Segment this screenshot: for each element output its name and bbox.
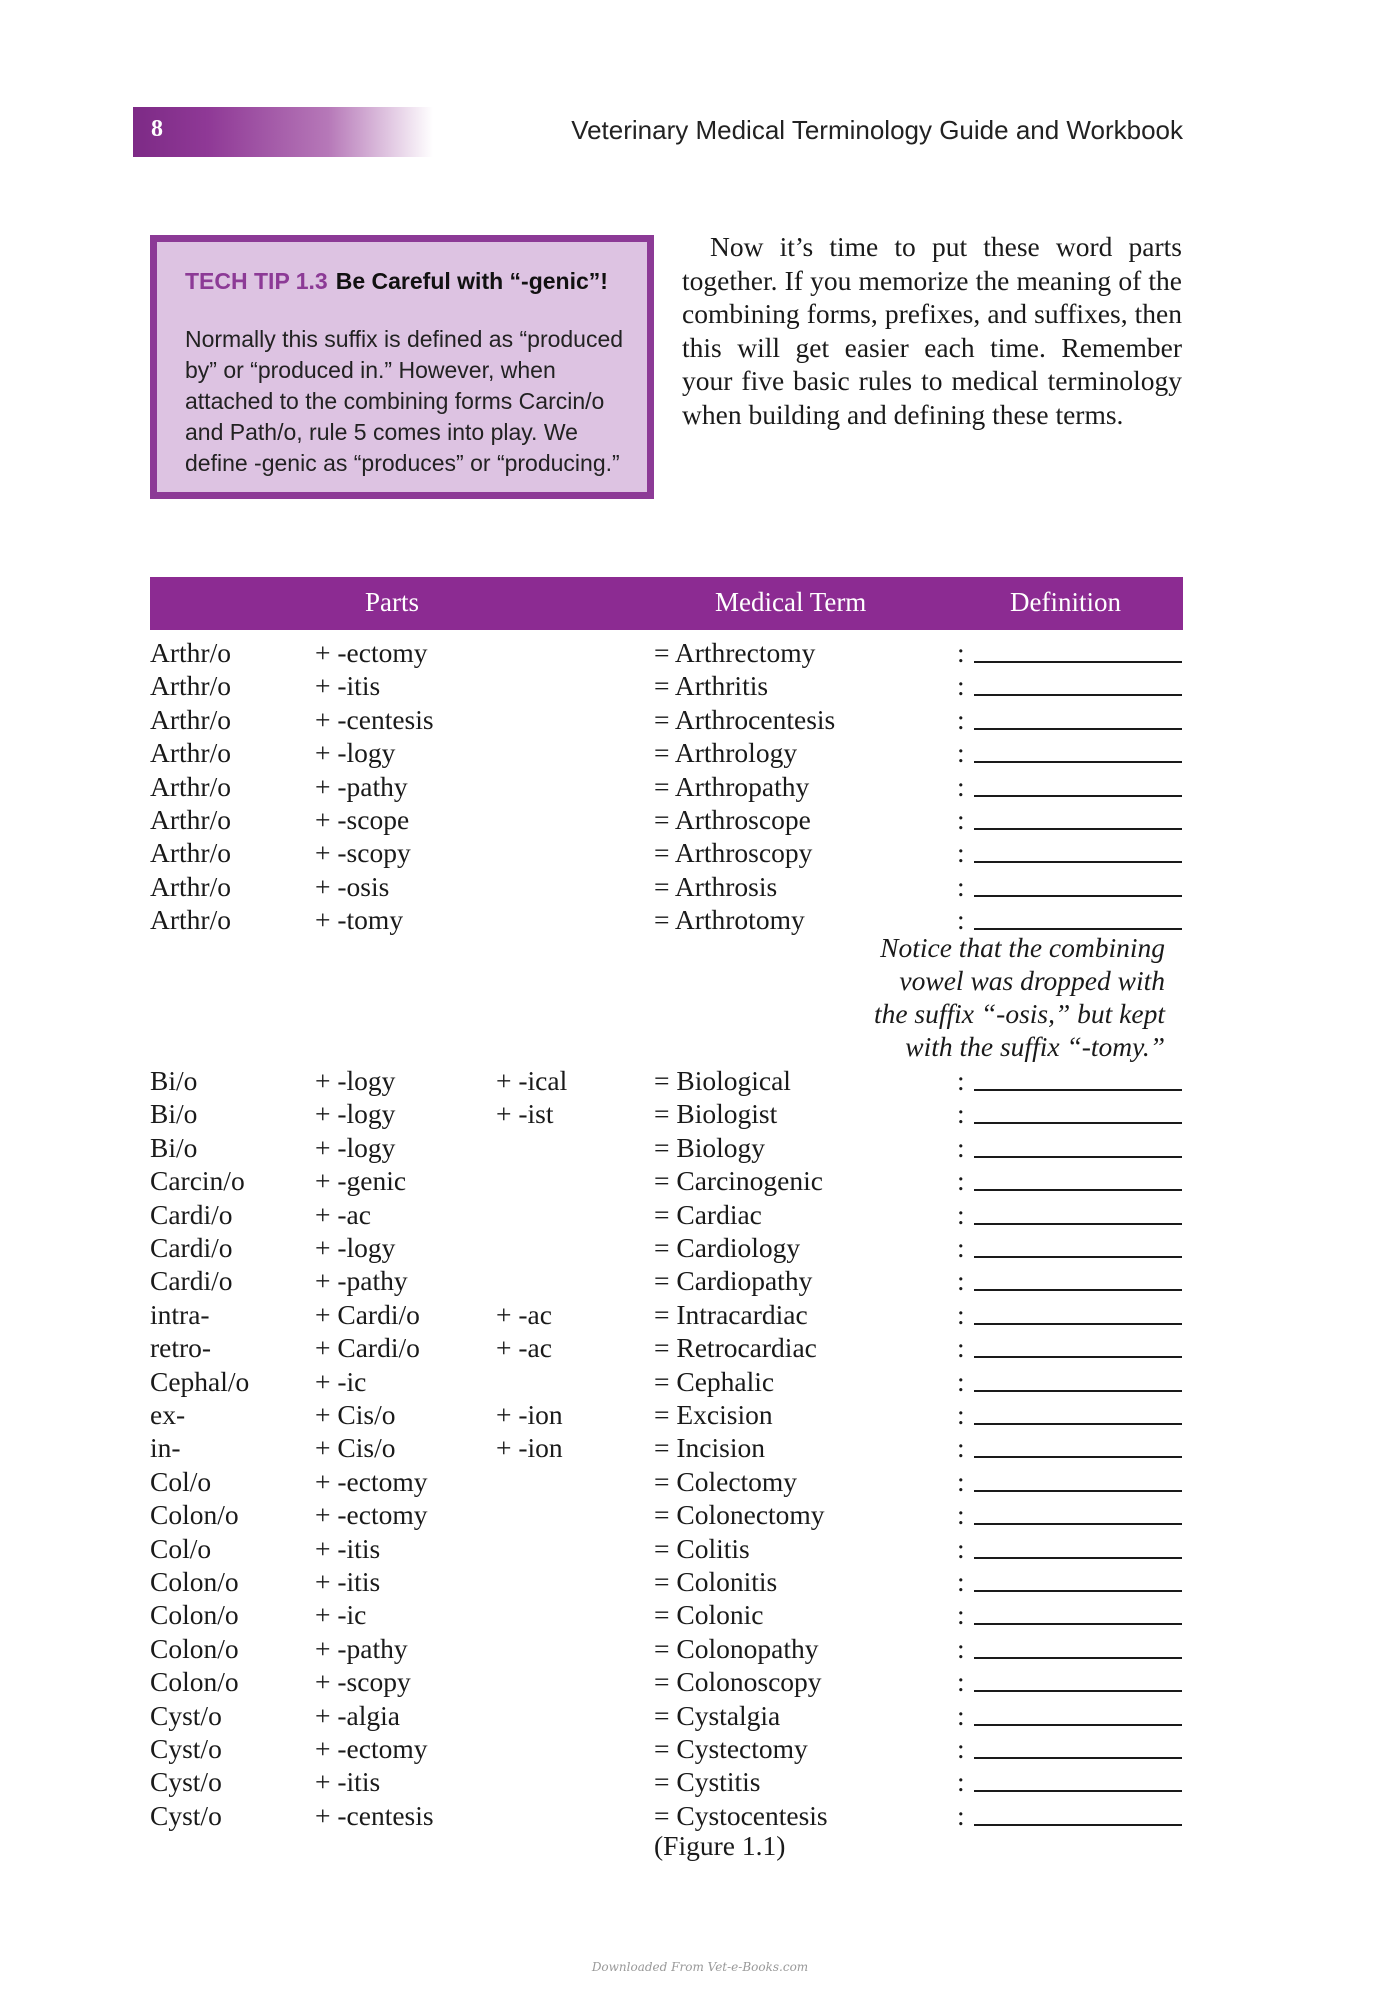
part-2: + Cardi/o <box>315 1332 420 1364</box>
definition-cell <box>957 1365 1182 1398</box>
book-title: Veterinary Medical Terminology Guide and Workbook <box>571 115 1183 145</box>
part-1: in- <box>150 1432 181 1464</box>
note-line: with the suffix “-tomy.” <box>905 1031 1165 1062</box>
medical-term: = Colonopathy <box>654 1632 819 1664</box>
definition-blank-line[interactable] <box>974 1323 1182 1325</box>
definition-cell <box>957 1665 1182 1698</box>
definition-colon: : <box>957 1799 965 1831</box>
definition-cell <box>957 1632 1182 1665</box>
medical-term: = Cardiopathy <box>654 1265 813 1297</box>
definition-colon: : <box>957 1065 965 1096</box>
definition-colon: : <box>957 1131 965 1163</box>
definition-cell <box>957 1131 1182 1164</box>
part-1: Bi/o <box>150 1131 198 1163</box>
figure-reference: (Figure 1.1) <box>654 1830 786 1861</box>
definition-colon: : <box>957 837 965 869</box>
definition-colon: : <box>957 1699 965 1731</box>
definition-cell <box>957 1431 1182 1464</box>
tech-tip-label: TECH TIP 1.3 <box>185 268 328 294</box>
part-1: Bi/o <box>150 1065 198 1096</box>
medical-term: = Biology <box>654 1131 766 1163</box>
part-1: retro- <box>150 1332 212 1364</box>
part-2: + -tomy <box>315 904 404 936</box>
definition-colon: : <box>957 1465 965 1497</box>
tech-tip-box <box>150 235 654 499</box>
definition-colon: : <box>957 1165 965 1197</box>
medical-term: = Retrocardiac <box>654 1332 817 1364</box>
part-2: + -ectomy <box>315 1733 428 1764</box>
part-1: Arthr/o <box>150 770 231 802</box>
part-1: Cyst/o <box>150 1766 222 1798</box>
part-2: + -ic <box>315 1365 367 1397</box>
part-2: + -logy <box>315 1131 396 1163</box>
part-1: Colon/o <box>150 1599 239 1631</box>
table-header <box>150 577 1183 630</box>
definition-colon: : <box>957 737 965 769</box>
table-row <box>0 836 1400 869</box>
medical-term: = Cystitis <box>654 1766 761 1798</box>
table-row <box>0 1665 1400 1698</box>
medical-term: = Cystocentesis <box>654 1799 828 1831</box>
table-row <box>0 1699 1400 1732</box>
medical-term: = Arthritis <box>654 670 769 702</box>
definition-colon: : <box>957 1265 965 1297</box>
table-row <box>0 1598 1400 1631</box>
definition-cell <box>957 703 1182 736</box>
part-1: Cardi/o <box>150 1198 233 1230</box>
definition-cell <box>957 1064 1182 1097</box>
definition-colon: : <box>957 1499 965 1531</box>
part-2: + -itis <box>315 1766 381 1798</box>
definition-cell <box>957 1198 1182 1231</box>
part-2: + -ac <box>315 1198 371 1230</box>
definition-blank-line[interactable] <box>974 1223 1182 1225</box>
definition-blank-line[interactable] <box>974 895 1182 897</box>
part-2: + -ectomy <box>315 637 428 668</box>
medical-term: = Arthrosis <box>654 870 778 902</box>
part-3: + -ical <box>496 1065 568 1096</box>
definition-blank-line[interactable] <box>974 1623 1182 1625</box>
medical-term: = Colonoscopy <box>654 1666 822 1698</box>
combining-vowel-note <box>830 931 1165 1063</box>
definition-blank-line[interactable] <box>974 1189 1182 1191</box>
definition-colon: : <box>957 1566 965 1597</box>
table-row <box>0 1231 1400 1264</box>
medical-term: = Colonectomy <box>654 1499 825 1531</box>
part-3: + -ist <box>496 1098 554 1130</box>
definition-colon: : <box>957 637 965 668</box>
table-row <box>0 669 1400 702</box>
table-row <box>0 1632 1400 1665</box>
part-2: + -scopy <box>315 837 411 869</box>
definition-colon: : <box>957 1766 965 1798</box>
part-1: Colon/o <box>150 1632 239 1664</box>
part-1: Colon/o <box>150 1499 239 1531</box>
definition-cell <box>957 1532 1182 1565</box>
table-row <box>0 1565 1400 1598</box>
part-1: Carcin/o <box>150 1165 245 1197</box>
note-line: vowel was dropped with <box>899 965 1165 996</box>
part-2: + -centesis <box>315 1799 434 1831</box>
medical-term: = Arthrectomy <box>654 637 816 668</box>
medical-term: = Arthropathy <box>654 770 810 802</box>
part-1: ex- <box>150 1399 186 1430</box>
medical-term: = Cephalic <box>654 1365 775 1397</box>
header-definition: Definition <box>1010 587 1121 617</box>
definition-blank-line[interactable] <box>974 1824 1182 1826</box>
page-number-tab <box>133 107 433 157</box>
definition-cell <box>957 669 1182 702</box>
table-row <box>0 1431 1400 1464</box>
definition-blank-line[interactable] <box>974 1423 1182 1425</box>
definition-blank-line[interactable] <box>974 1690 1182 1692</box>
part-1: Arthr/o <box>150 870 231 902</box>
table-row <box>0 636 1400 669</box>
definition-colon: : <box>957 1632 965 1664</box>
definition-colon: : <box>957 1532 965 1564</box>
note-line: the suffix “-osis,” but kept <box>873 998 1165 1029</box>
definition-blank-line[interactable] <box>974 1757 1182 1759</box>
definition-blank-line[interactable] <box>974 1356 1182 1358</box>
definition-blank-line[interactable] <box>974 1089 1182 1091</box>
medical-term: = Cardiac <box>654 1198 762 1230</box>
header-medical-term: Medical Term <box>715 587 867 617</box>
definition-cell <box>957 1732 1182 1765</box>
part-2: + -pathy <box>315 770 408 802</box>
definition-colon: : <box>957 870 965 902</box>
table-row <box>0 736 1400 769</box>
part-2: + -itis <box>315 670 381 702</box>
part-1: Arthr/o <box>150 837 231 869</box>
part-2: + -itis <box>315 1532 381 1564</box>
definition-cell <box>957 1164 1182 1197</box>
part-3: + -ion <box>496 1399 563 1430</box>
definition-colon: : <box>957 1432 965 1464</box>
definition-colon: : <box>957 1733 965 1764</box>
definition-cell <box>957 1565 1182 1598</box>
medical-term: = Colonic <box>654 1599 764 1631</box>
definition-blank-line[interactable] <box>974 828 1182 830</box>
definition-colon: : <box>957 670 965 702</box>
definition-cell <box>957 836 1182 869</box>
part-2: + -ectomy <box>315 1499 428 1531</box>
definition-cell <box>957 803 1182 836</box>
medical-term: = Cystectomy <box>654 1733 808 1764</box>
part-1: Cardi/o <box>150 1232 233 1263</box>
definition-cell <box>957 1498 1182 1531</box>
medical-term: = Cardiology <box>654 1232 801 1263</box>
part-2: + Cardi/o <box>315 1298 420 1330</box>
part-2: + -algia <box>315 1699 400 1731</box>
medical-term: = Arthroscope <box>654 804 811 835</box>
part-1: Arthr/o <box>150 637 231 668</box>
definition-cell <box>957 1465 1182 1498</box>
definition-colon: : <box>957 1332 965 1364</box>
definition-colon: : <box>957 904 965 936</box>
definition-blank-line[interactable] <box>974 1724 1182 1726</box>
page-number: 8 <box>151 116 163 142</box>
definition-colon: : <box>957 1098 965 1130</box>
definition-cell <box>957 1231 1182 1264</box>
definition-blank-line[interactable] <box>974 1657 1182 1659</box>
definition-cell <box>957 1799 1182 1832</box>
definition-cell <box>957 1699 1182 1732</box>
table-row <box>0 1164 1400 1197</box>
intro-paragraph: Now it’s time to put these word parts together. If you memorize the meaning of the combining forms, prefixes, and suffixes, then this will get easier each time. Remember your five basic rules to medical terminology when building and defining these terms. <box>682 231 1182 430</box>
definition-cell <box>957 770 1182 803</box>
definition-blank-line[interactable] <box>974 1456 1182 1458</box>
part-2: + -itis <box>315 1566 381 1597</box>
page-header <box>133 107 1183 157</box>
medical-term: = Biologist <box>654 1098 778 1130</box>
part-2: + -osis <box>315 870 390 902</box>
part-2: + -ic <box>315 1599 367 1631</box>
definition-cell <box>957 1331 1182 1364</box>
medical-term: = Excision <box>654 1399 773 1430</box>
definition-colon: : <box>957 1232 965 1263</box>
part-1: Bi/o <box>150 1098 198 1130</box>
definition-colon: : <box>957 1666 965 1698</box>
part-1: intra- <box>150 1298 210 1330</box>
table-row <box>0 1765 1400 1798</box>
table-row <box>0 703 1400 736</box>
part-2: + -pathy <box>315 1632 408 1664</box>
definition-colon: : <box>957 703 965 735</box>
part-2: + -genic <box>315 1165 407 1197</box>
medical-term: = Intracardiac <box>654 1298 808 1330</box>
definition-blank-line[interactable] <box>974 1390 1182 1392</box>
definition-blank-line[interactable] <box>974 1523 1182 1525</box>
definition-cell <box>957 1298 1182 1331</box>
part-1: Arthr/o <box>150 904 231 936</box>
definition-colon: : <box>957 804 965 835</box>
tech-tip-heading <box>185 268 608 295</box>
table-row <box>0 1131 1400 1164</box>
medical-term: = Arthrocentesis <box>654 703 836 735</box>
table-row <box>0 1365 1400 1398</box>
part-2: + -logy <box>315 737 396 769</box>
table-row <box>0 1264 1400 1297</box>
part-1: Cyst/o <box>150 1733 222 1764</box>
part-1: Arthr/o <box>150 670 231 702</box>
part-1: Cephal/o <box>150 1365 250 1397</box>
part-1: Arthr/o <box>150 737 231 769</box>
definition-cell <box>957 636 1182 669</box>
definition-colon: : <box>957 770 965 802</box>
medical-term: = Colitis <box>654 1532 750 1564</box>
table-row <box>0 1532 1400 1565</box>
table-row <box>0 1799 1400 1832</box>
tech-tip-body: Normally this suffix is defined as “produced by” or “produced in.” However, when attached to the combining forms Carcin/o and Path/o, rule 5 comes into play. We define -genic as “produces” or “producing.” <box>185 326 624 476</box>
header-parts: Parts <box>365 587 419 617</box>
table-row <box>0 1097 1400 1130</box>
table-row <box>0 903 1400 936</box>
download-footer: Downloaded From Vet-e-Books.com <box>591 1960 809 1974</box>
table-row <box>0 1398 1400 1431</box>
table-row <box>0 770 1400 803</box>
definition-blank-line[interactable] <box>974 1256 1182 1258</box>
part-1: Colon/o <box>150 1666 239 1698</box>
part-1: Colon/o <box>150 1566 239 1597</box>
definition-blank-line[interactable] <box>974 728 1182 730</box>
medical-term: = Arthrology <box>654 737 798 769</box>
part-1: Col/o <box>150 1465 212 1497</box>
table-row <box>0 870 1400 903</box>
table-row <box>0 1298 1400 1331</box>
definition-blank-line[interactable] <box>974 661 1182 663</box>
medical-term: = Colonitis <box>654 1566 778 1597</box>
definition-colon: : <box>957 1399 965 1430</box>
medical-term: = Carcinogenic <box>654 1165 823 1197</box>
table-row <box>0 1498 1400 1531</box>
part-1: Arthr/o <box>150 804 231 835</box>
definition-blank-line[interactable] <box>974 1490 1182 1492</box>
definition-cell <box>957 1398 1182 1431</box>
definition-cell <box>957 1097 1182 1130</box>
definition-blank-line[interactable] <box>974 1790 1182 1792</box>
definition-cell <box>957 1264 1182 1297</box>
table-row <box>0 1064 1400 1097</box>
medical-term: = Biological <box>654 1065 791 1096</box>
part-3: + -ac <box>496 1332 552 1364</box>
medical-term: = Colectomy <box>654 1465 798 1497</box>
part-1: Col/o <box>150 1532 212 1564</box>
medical-term: = Incision <box>654 1432 765 1464</box>
table-row <box>0 1732 1400 1765</box>
definition-cell <box>957 870 1182 903</box>
tech-tip-title: Be Careful with “-genic”! <box>335 268 608 294</box>
definition-blank-line[interactable] <box>974 761 1182 763</box>
table-row <box>0 1198 1400 1231</box>
definition-cell <box>957 736 1182 769</box>
definition-blank-line[interactable] <box>974 694 1182 696</box>
table-row <box>0 803 1400 836</box>
definition-blank-line[interactable] <box>974 1289 1182 1291</box>
part-2: + -pathy <box>315 1265 408 1297</box>
part-2: + Cis/o <box>315 1432 396 1464</box>
table-row <box>0 1331 1400 1364</box>
definition-blank-line[interactable] <box>974 1122 1182 1124</box>
note-line: Notice that the combining <box>880 932 1165 963</box>
table-row <box>0 1465 1400 1498</box>
definition-blank-line[interactable] <box>974 1156 1182 1158</box>
medical-term: = Arthrotomy <box>654 904 805 936</box>
definition-cell <box>957 1765 1182 1798</box>
definition-colon: : <box>957 1599 965 1631</box>
definition-blank-line[interactable] <box>974 1557 1182 1559</box>
definition-colon: : <box>957 1365 965 1397</box>
medical-term: = Arthroscopy <box>654 837 813 869</box>
part-2: + -scope <box>315 804 410 835</box>
definition-blank-line[interactable] <box>974 1590 1182 1592</box>
part-2: + -ectomy <box>315 1465 428 1497</box>
part-3: + -ion <box>496 1432 563 1464</box>
part-1: Cyst/o <box>150 1699 222 1731</box>
part-3: + -ac <box>496 1298 552 1330</box>
part-2: + -scopy <box>315 1666 411 1698</box>
part-2: + -logy <box>315 1232 396 1263</box>
definition-blank-line[interactable] <box>974 861 1182 863</box>
part-2: + -logy <box>315 1065 396 1096</box>
part-1: Cyst/o <box>150 1799 222 1831</box>
part-2: + Cis/o <box>315 1399 396 1430</box>
definition-blank-line[interactable] <box>974 928 1182 930</box>
part-1: Cardi/o <box>150 1265 233 1297</box>
part-1: Arthr/o <box>150 703 231 735</box>
definition-blank-line[interactable] <box>974 795 1182 797</box>
definition-colon: : <box>957 1298 965 1330</box>
part-2: + -centesis <box>315 703 434 735</box>
part-2: + -logy <box>315 1098 396 1130</box>
medical-term: = Cystalgia <box>654 1699 781 1731</box>
definition-colon: : <box>957 1198 965 1230</box>
definition-cell <box>957 1598 1182 1631</box>
